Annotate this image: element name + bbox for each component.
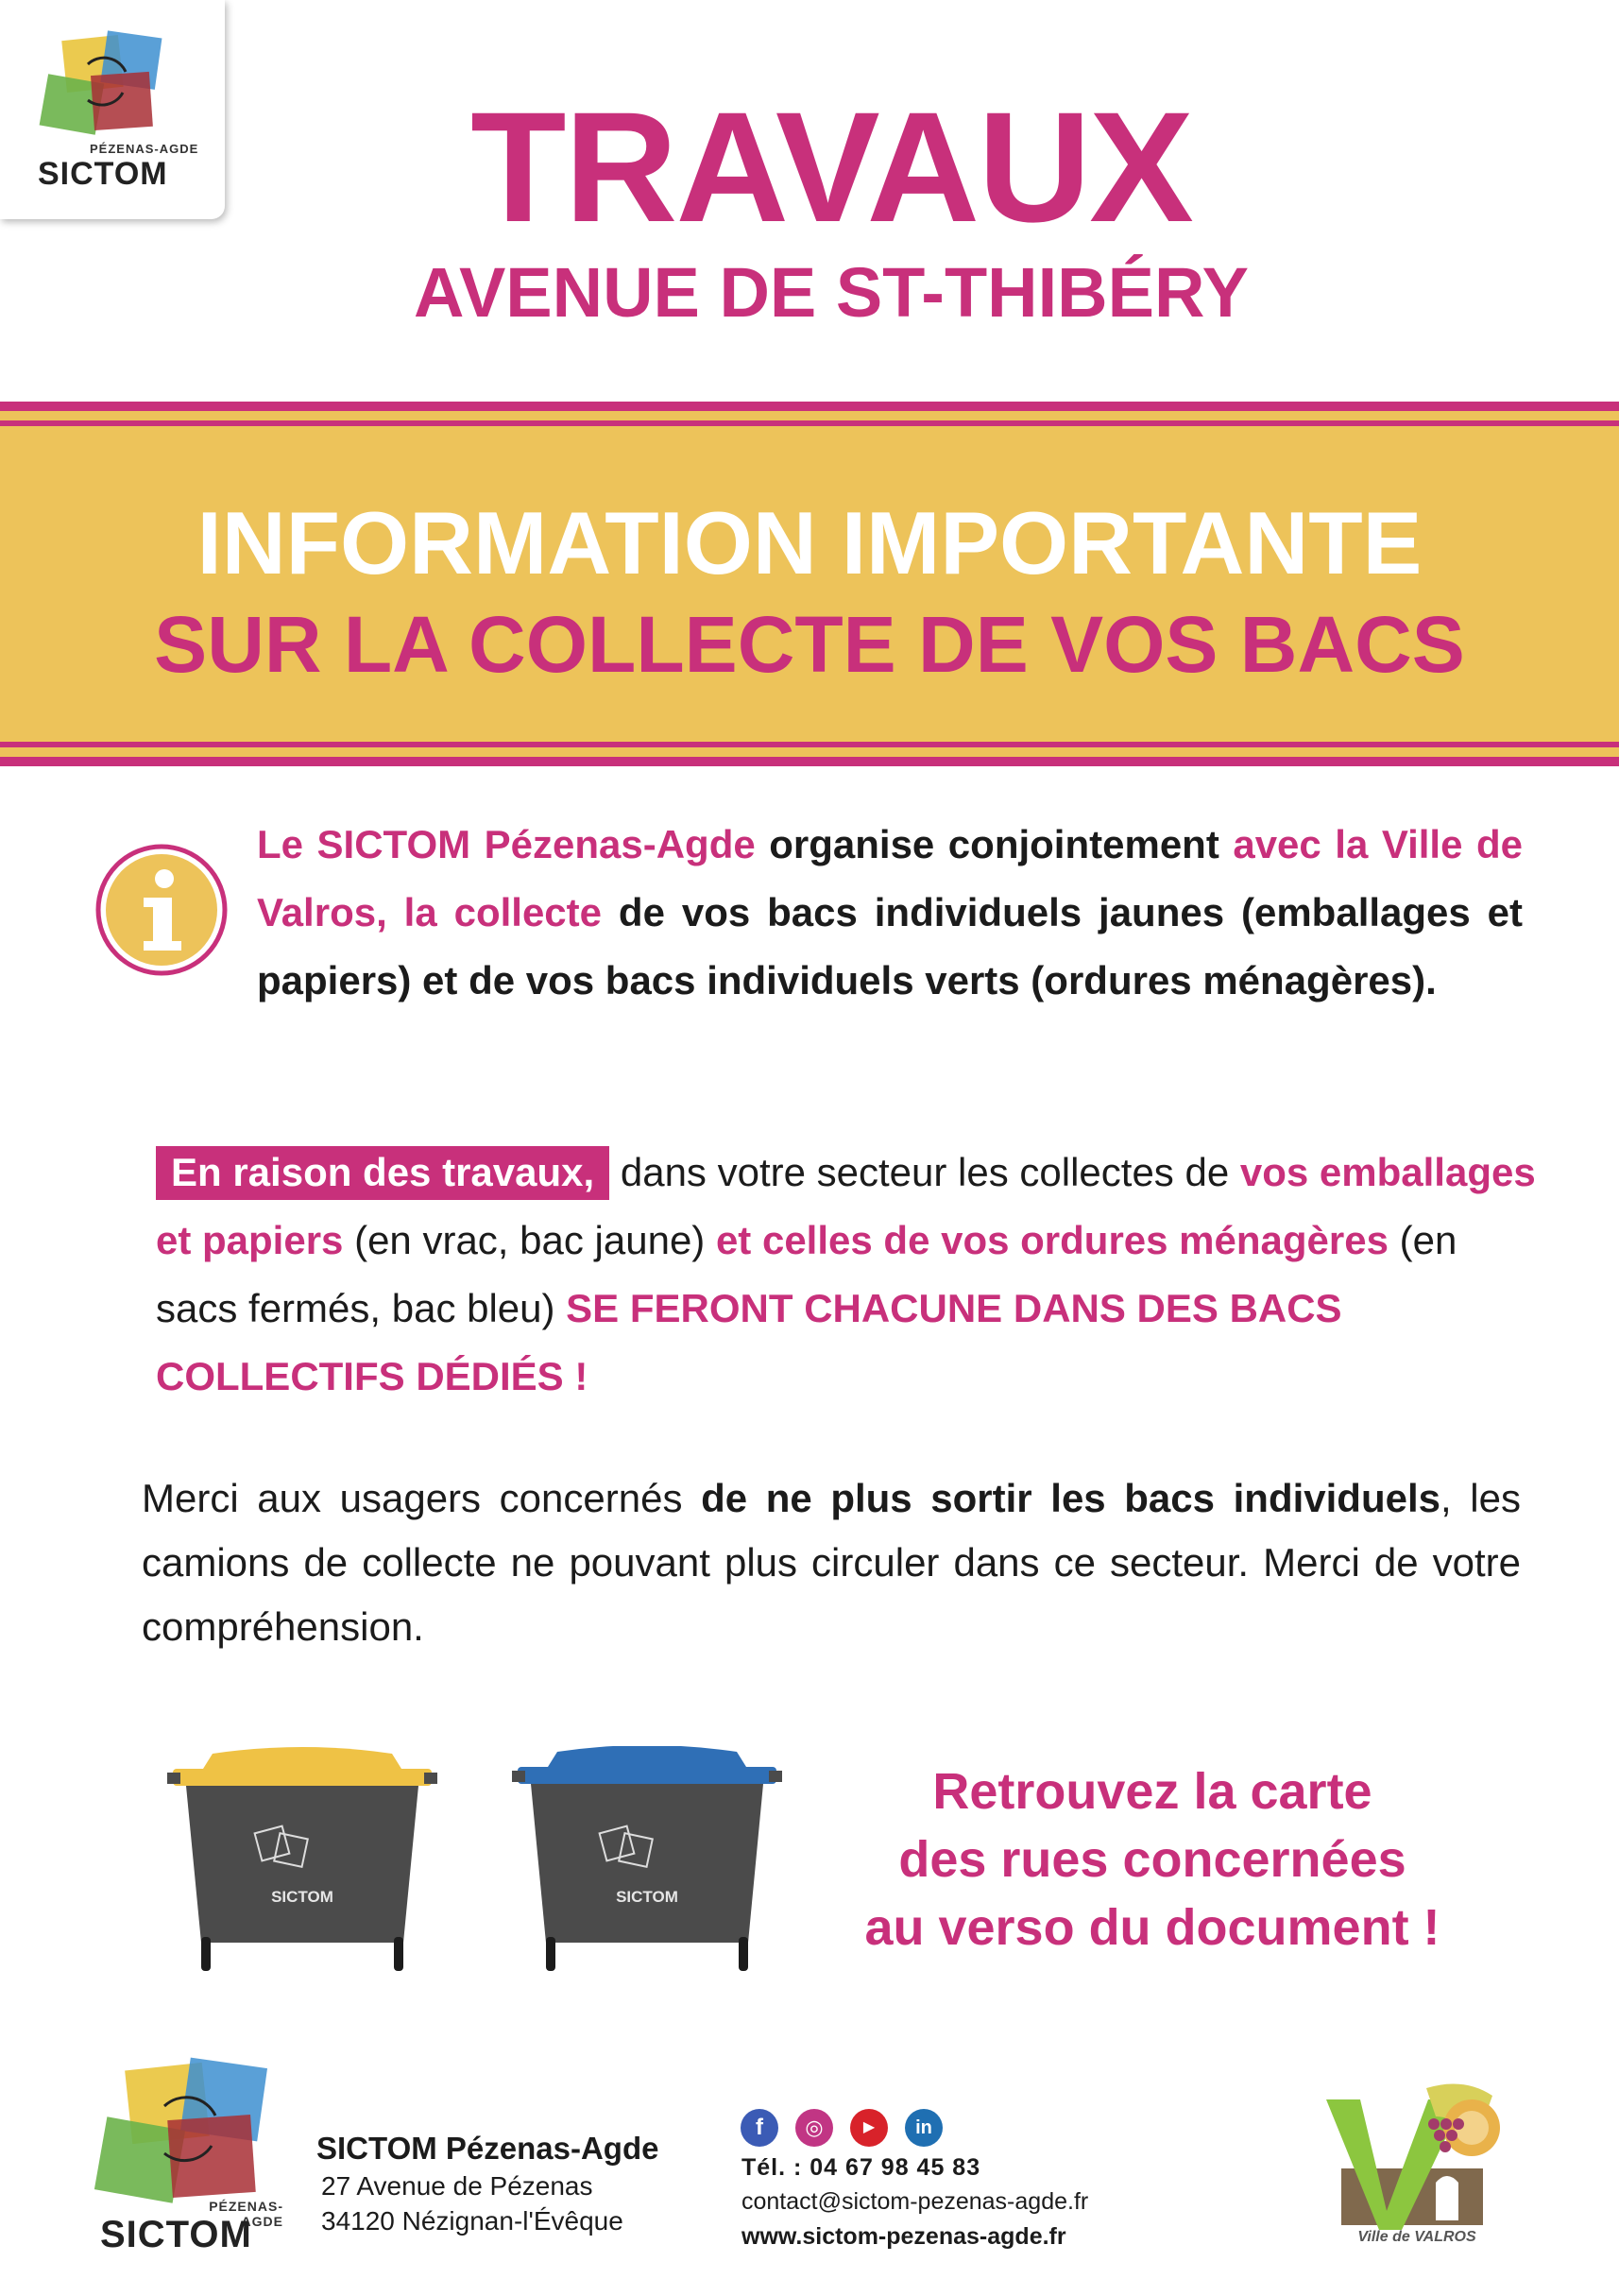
callout-line-2: des rues concernées bbox=[898, 1831, 1406, 1888]
info-icon bbox=[94, 843, 229, 977]
footer-email-link[interactable]: contact@sictom-pezenas-agde.fr bbox=[741, 2188, 1089, 2215]
map-callout bbox=[812, 1757, 1492, 1962]
footer-logo-icon bbox=[94, 2055, 283, 2206]
notice-collective-bins: SE FERONT CHACUNE DANS DES BACS COLLECTIFS DÉDIÉS ! bbox=[156, 1286, 1342, 1398]
notice-packaging: vos emballages et papiers bbox=[156, 1150, 1536, 1262]
blue-bin-label: SICTOM bbox=[616, 1888, 678, 1906]
logo-name: SICTOM bbox=[38, 156, 168, 192]
valros-label: Ville de VALROS bbox=[1357, 2229, 1476, 2245]
banner-stripe-bottom-2 bbox=[0, 757, 1619, 766]
notice-text-1: dans votre secteur les collectes de bbox=[609, 1150, 1240, 1194]
info-org-name: Le SICTOM Pézenas-Agde bbox=[257, 822, 756, 866]
works-highlight: En raison des travaux, bbox=[156, 1146, 609, 1200]
footer-website-link[interactable]: www.sictom-pezenas-agde.fr bbox=[741, 2223, 1066, 2250]
notice-text-2: (en vrac, bac jaune) bbox=[343, 1218, 716, 1262]
sictom-logo-card bbox=[0, 0, 225, 219]
footer-org-name: SICTOM Pézenas-Agde bbox=[316, 2131, 659, 2166]
instagram-icon[interactable]: ◎ bbox=[795, 2109, 833, 2147]
banner-heading: INFORMATION IMPORTANTE bbox=[196, 493, 1423, 592]
callout-line-1: Retrouvez la carte bbox=[932, 1763, 1372, 1820]
banner-stripe-top-1 bbox=[0, 402, 1619, 411]
banner-stripe-bottom-1 bbox=[0, 742, 1619, 747]
sictom-logo-icon bbox=[36, 26, 168, 140]
facebook-icon[interactable]: f bbox=[741, 2109, 778, 2147]
linkedin-icon[interactable]: in bbox=[905, 2109, 943, 2147]
valros-logo bbox=[1322, 2079, 1511, 2247]
info-text-1: organise conjointement bbox=[755, 822, 1234, 866]
youtube-icon[interactable]: ▶ bbox=[850, 2109, 888, 2147]
notice-text-3: (en sacs fermés, bac bleu) bbox=[156, 1218, 1457, 1330]
page-subtitle: AVENUE DE ST-THIBÉRY bbox=[414, 253, 1249, 332]
thanks-text-1: Merci aux usagers concernés bbox=[142, 1476, 702, 1520]
blue-bin-illustration bbox=[510, 1746, 784, 1973]
footer-address-line-2: 34120 Nézignan-l'Évêque bbox=[321, 2206, 623, 2236]
thanks-text-2: , les camions de collecte ne pouvant plus circuler dans ce secteur. Merci de votre compréhension. bbox=[142, 1476, 1521, 1649]
banner-stripe-top-2 bbox=[0, 420, 1619, 426]
callout-line-3: au verso du document ! bbox=[864, 1899, 1440, 1956]
social-icons bbox=[741, 2109, 948, 2147]
footer-logo-subtitle: PÉZENAS-AGDE bbox=[209, 2199, 283, 2229]
banner-subheading: SUR LA COLLECTE DE VOS BACS bbox=[154, 600, 1465, 689]
footer-phone[interactable]: Tél. : 04 67 98 45 83 bbox=[741, 2154, 981, 2181]
info-text-2: de vos bacs individuels jaunes (emballages et papiers) et de vos bacs individuels verts (ordures ménagères). bbox=[257, 890, 1524, 1002]
works-notice bbox=[156, 1139, 1544, 1411]
yellow-bin-label: SICTOM bbox=[271, 1888, 333, 1906]
logo-subtitle: PÉZENAS-AGDE bbox=[90, 142, 199, 156]
page-title: TRAVAUX bbox=[470, 80, 1192, 255]
footer-sictom-logo bbox=[94, 2055, 283, 2263]
thanks-bold: de ne plus sortir les bacs individuels bbox=[701, 1476, 1440, 1520]
info-paragraph bbox=[257, 811, 1523, 1015]
notice-household: et celles de vos ordures ménagères bbox=[715, 1218, 1389, 1262]
info-partner: avec la Ville de Valros, la collecte bbox=[257, 822, 1523, 934]
footer-address-line-1: 27 Avenue de Pézenas bbox=[321, 2171, 593, 2201]
yellow-bin-illustration bbox=[165, 1746, 439, 1973]
thanks-paragraph bbox=[142, 1466, 1521, 1659]
footer-logo-name: SICTOM bbox=[100, 2214, 252, 2255]
